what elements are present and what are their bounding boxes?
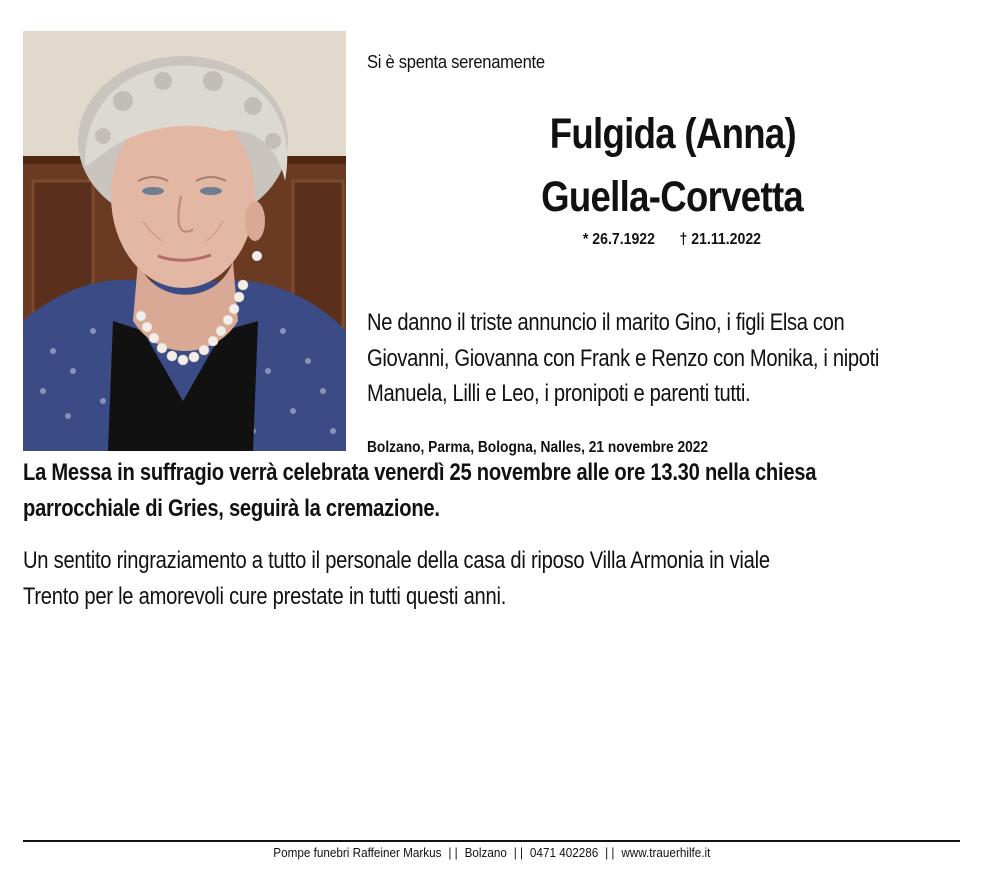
intro-text: Si è spenta serenamente: [367, 52, 545, 72]
name-line-2: Guella-Corvetta: [541, 173, 804, 221]
footer-separator: | |: [448, 845, 458, 860]
announcement-text: [367, 305, 905, 412]
mass-line: parrocchiale di Gries, seguirà la cremazione.: [23, 495, 440, 522]
funeral-home-name: Pompe funebri Raffeiner Markus: [272, 845, 442, 860]
footer-divider: [23, 840, 960, 842]
footer-separator: | |: [604, 845, 615, 860]
announcement-line: Ne danno il triste annuncio il marito Gino, i figli Elsa con: [367, 309, 845, 336]
footer-city: Bolzano: [464, 845, 507, 860]
deceased-first-name: [380, 110, 965, 159]
footer-website-link[interactable]: www.trauerhilfe.it: [620, 845, 711, 860]
place-and-date: Bolzano, Parma, Bologna, Nalles, 21 novembre 2022: [367, 439, 709, 456]
footer-separator: | |: [513, 845, 523, 860]
thanks-line: Un sentito ringraziamento a tutto il personale della casa di riposo Villa Armonia in viale: [23, 547, 770, 574]
announcement-line: Giovanni, Giovanna con Frank e Renzo con Monika, i nipoti: [367, 344, 880, 372]
thanks-line: Trento per le amorevoli cure prestate in tutti questi anni.: [23, 583, 507, 610]
footer: [23, 845, 960, 860]
thanks-text: [23, 543, 955, 615]
portrait-photo: [23, 31, 346, 451]
mass-announcement: [23, 455, 955, 527]
birth-date: * 26.7.1922: [583, 231, 656, 248]
deceased-surname: [380, 173, 965, 222]
footer-phone: 0471 402286: [529, 845, 598, 860]
mass-line: La Messa in suffragio verrà celebrata venerdì 25 novembre alle ore 13.30 nella chiesa: [23, 459, 817, 486]
life-dates: [380, 231, 965, 249]
death-date: † 21.11.2022: [679, 231, 762, 248]
announcement-line: Manuela, Lilli e Leo, i pronipoti e parenti tutti.: [367, 380, 751, 407]
name-line-1: Fulgida (Anna): [549, 110, 796, 158]
